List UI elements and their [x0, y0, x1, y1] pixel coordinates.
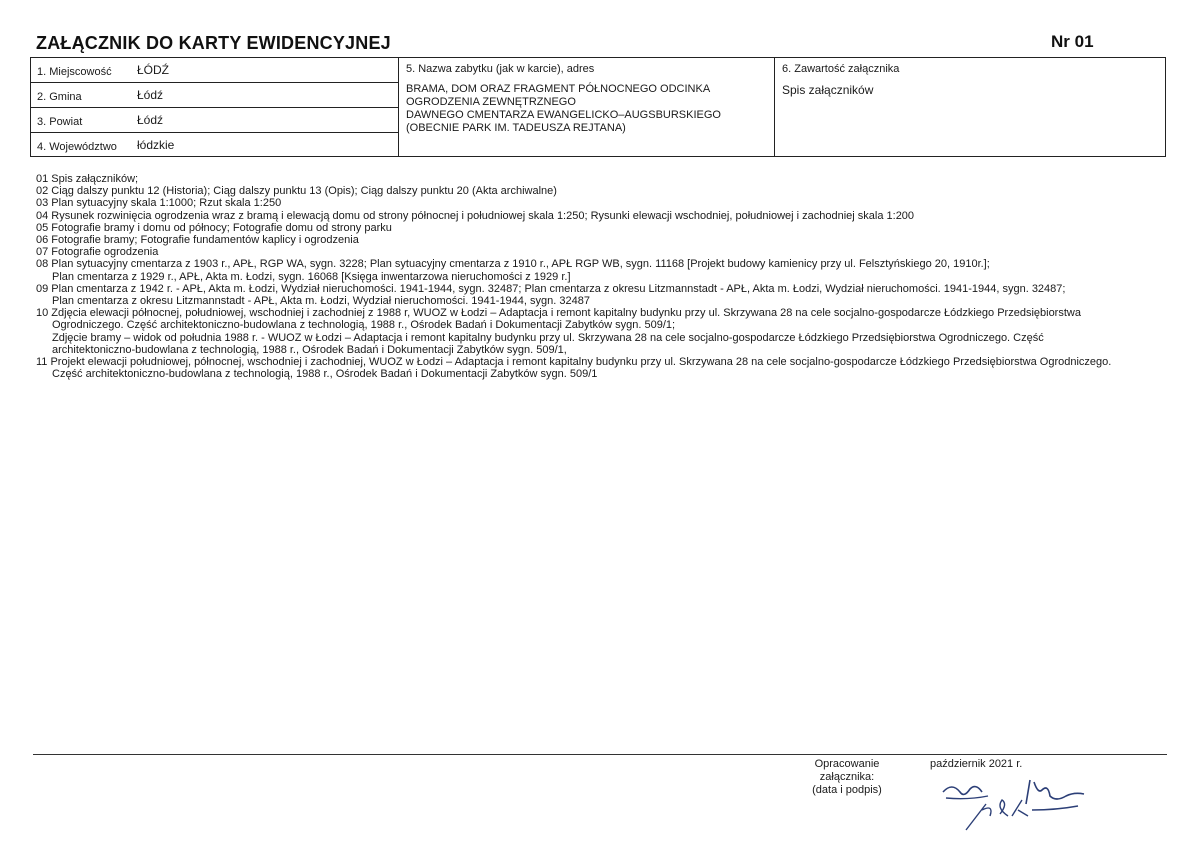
signature-image	[938, 770, 1088, 832]
attachment-item: 04 Rysunek rozwinięcia ogrodzenia wraz z bramą i elewacją domu od strony północnej i południowej skala 1:250; Rysunki elewacji wschodniej, południowej i zachodniej skala 1:200	[36, 209, 915, 222]
field-value: ŁÓDŹ	[137, 63, 170, 77]
monument-column	[399, 58, 775, 156]
info-table	[30, 57, 1166, 157]
contents-value: Spis załączników	[782, 83, 874, 97]
attachment-item: 11 Projekt elewacji południowej, północnej, wschodniej i zachodniej, WUOZ w Łodzi – Adaptacja i remont kapitalny budynku przy ul. Skrzywana 28 na cele socjalno-gospodarcze Łódzkiego Przedsiębiorstwa Ogrodniczego.	[36, 356, 1112, 369]
field-label: 1. Miejscowość	[37, 66, 112, 78]
attachment-item: 08 Plan sytuacyjny cmentarza z 1903 r., APŁ, RGP WA, sygn. 3228; Plan sytuacyjny cmentarza z 1910 r., APŁ RGP WB, sygn. 11168 [Projekt budowy kamienicy przy ul. Felsztyńskiego 20, 1910r.];	[36, 258, 990, 271]
field-label: 3. Powiat	[37, 116, 83, 128]
contents-column	[775, 58, 1165, 156]
attachment-number: Nr 01	[1051, 32, 1094, 51]
attachment-item: 03 Plan sytuacyjny skala 1:1000; Rzut skala 1:250	[36, 197, 282, 210]
attachment-item: 05 Fotografie bramy i domu od północy; Fotografie domu od strony parku	[36, 221, 392, 234]
prepared-date: październik 2021 r.	[930, 758, 1023, 770]
attachment-item-continuation: Zdjęcie bramy – widok od południa 1988 r. - WUOZ w Łodzi – Adaptacja i remont kapitalny budynku przy ul. Skrzywana 28 na cele socjalno-gospodarcze Łódzkiego Przedsiębiorstwa Ogrodniczego. Część	[52, 331, 1044, 344]
contents-label: 6. Zawartość załącznika	[782, 63, 900, 75]
location-column	[31, 58, 399, 156]
prepared-label: Opracowanie załącznika:	[814, 758, 880, 783]
address-line: OGRODZENIA ZEWNĘTRZNEGO	[406, 96, 576, 108]
attachment-item-continuation: Plan cmentarza z okresu Litzmannstadt - APŁ, Akta m. Łodzi, Wydział nieruchomości. 1941-1944, sygn. 32487	[52, 295, 590, 308]
address-line: (OBECNIE PARK IM. TADEUSZA REJTANA)	[406, 122, 626, 134]
address-line: DAWNEGO CMENTARZA EWANGELICKO–AUGSBURSKIEGO	[406, 109, 721, 121]
attachment-item: 10 Zdjęcia elewacji północnej, południowej, wschodniej i zachodniej z 1988 r, WUOZ w Łodzi – Adaptacja i remont kapitalny budynku przy ul. Skrzywana 28 na cele socjalno-gospodarcze Łódzkiego Przedsiębiorstwa	[36, 307, 1081, 320]
attachment-item-continuation: Plan cmentarza z 1929 r., APŁ, Akta m. Łodzi, sygn. 16068 [Księga inwentarzowa nieruchomości z 1929 r.]	[52, 270, 571, 283]
attachment-item: 06 Fotografie bramy; Fotografie fundamentów kaplicy i ogrodzenia	[36, 234, 359, 247]
field-label: 4. Województwo	[37, 141, 117, 153]
field-label: 2. Gmina	[37, 91, 82, 103]
attachment-item-continuation: Część architektoniczno-budowlana z technologią, 1988 r., Ośrodek Badań i Dokumentacji Zabytków sygn. 509/1	[52, 368, 598, 381]
monument-label: 5. Nazwa zabytku (jak w karcie), adres	[406, 63, 595, 75]
footer-divider	[33, 754, 1167, 755]
attachment-item: 07 Fotografie ogrodzenia	[36, 246, 159, 259]
prepared-sub: (data i podpis)	[812, 784, 882, 796]
attachment-item: 01 Spis załączników;	[36, 173, 139, 185]
field-value: łódzkie	[137, 138, 175, 152]
field-row	[31, 108, 398, 133]
field-row	[31, 58, 398, 83]
attachment-list	[36, 173, 1166, 380]
field-row	[31, 83, 398, 108]
address-line: BRAMA, DOM ORAZ FRAGMENT PÓŁNOCNEGO ODCINKA	[406, 83, 711, 95]
page-title: ZAŁĄCZNIK DO KARTY EWIDENCYJNEJ	[36, 33, 391, 53]
field-value: Łódź	[137, 113, 164, 127]
monument-address	[406, 83, 768, 135]
attachment-item: 02 Ciąg dalszy punktu 12 (Historia); Ciąg dalszy punktu 13 (Opis); Ciąg dalszy punktu 20 (Akta archiwalne)	[36, 185, 557, 198]
field-value: Łódź	[137, 88, 164, 102]
prepared-by-label	[786, 758, 908, 797]
field-row	[31, 133, 398, 158]
attachment-item: 09 Plan cmentarza z 1942 r. - APŁ, Akta m. Łodzi, Wydział nieruchomości. 1941-1944, sygn. 32487; Plan cmentarza z okresu Litzmannstadt - APŁ, Akta m. Łodzi, Wydział nieruchomości. 1941-1944, sygn. 32487;	[36, 282, 1066, 295]
attachment-item-continuation: architektoniczno-budowlana z technologią, 1988 r., Ośrodek Badań i Dokumentacji Zabytków sygn. 509/1,	[52, 343, 567, 356]
attachment-item-continuation: Ogrodniczego. Część architektoniczno-budowlana z technologią, 1988 r., Ośrodek Badań i Dokumentacji Zabytków sygn. 509/1;	[52, 319, 676, 332]
